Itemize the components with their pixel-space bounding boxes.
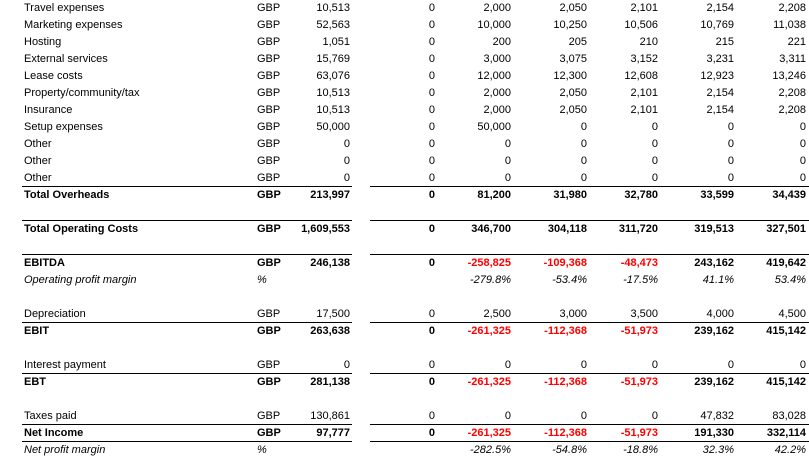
row-unit: GBP: [257, 308, 281, 320]
row-value: 239,162: [694, 376, 734, 388]
row-value: 0: [727, 155, 734, 167]
row-total: 50,000: [316, 121, 350, 133]
row-label: Property/community/tax: [24, 87, 140, 99]
table-row: [0, 119, 809, 136]
row-total: 0: [343, 172, 350, 184]
row-label: Lease costs: [24, 70, 83, 82]
row-value: -282.5%: [470, 444, 511, 456]
row-label: Net Income: [24, 427, 84, 439]
row-value: 2,154: [706, 104, 734, 116]
row-total: 17,500: [316, 308, 350, 320]
row-total: 10,513: [316, 87, 350, 99]
row-unit: GBP: [257, 172, 281, 184]
row-value: -112,368: [544, 376, 587, 388]
row-value: 2,208: [778, 87, 806, 99]
row-value: 0: [428, 53, 435, 65]
row-total: 281,138: [310, 376, 350, 388]
row-value: 2,101: [630, 87, 658, 99]
row-value: 332,114: [766, 427, 806, 439]
row-value: 239,162: [694, 325, 734, 337]
row-value: -261,325: [467, 427, 511, 439]
row-value: 0: [428, 427, 435, 439]
row-value: 2,050: [559, 2, 587, 14]
row-total: 213,997: [310, 189, 350, 201]
row-value: 0: [580, 155, 587, 167]
row-value: 0: [799, 172, 806, 184]
row-value: 2,101: [630, 104, 658, 116]
row-value: 10,000: [477, 19, 511, 31]
row-value: 311,720: [618, 223, 658, 235]
row-label: Depreciation: [24, 308, 86, 320]
row-value: 243,162: [694, 257, 734, 269]
row-total: 0: [343, 138, 350, 150]
row-value: 0: [428, 172, 435, 184]
row-value: 191,330: [694, 427, 734, 439]
row-value: 2,101: [630, 2, 658, 14]
row-total: 52,563: [316, 19, 350, 31]
row-value: 33,599: [700, 189, 734, 201]
row-value: 0: [428, 121, 435, 133]
row-value: 13,246: [772, 70, 806, 82]
row-value: 3,000: [559, 308, 587, 320]
row-value: 0: [651, 121, 658, 133]
row-value: -112,368: [544, 325, 587, 337]
row-value: 0: [428, 70, 435, 82]
row-value: 2,208: [778, 2, 806, 14]
table-row: [0, 136, 809, 153]
row-value: 53.4%: [774, 274, 806, 286]
row-value: -261,325: [467, 376, 511, 388]
table-row: [0, 102, 809, 119]
row-unit: %: [257, 444, 267, 456]
row-value: 83,028: [772, 410, 806, 422]
row-value: 12,608: [624, 70, 658, 82]
table-row: [0, 357, 809, 374]
row-value: 3,231: [706, 53, 734, 65]
row-label: Other: [24, 155, 52, 167]
row-value: 0: [580, 138, 587, 150]
row-value: 41.1%: [702, 274, 734, 286]
row-label: Other: [24, 138, 52, 150]
row-label: Total Operating Costs: [24, 223, 139, 235]
row-unit: GBP: [257, 2, 281, 14]
table-row: [0, 17, 809, 34]
row-value: 2,050: [559, 87, 587, 99]
row-label: Net profit margin: [24, 444, 106, 456]
row-value: 47,832: [700, 410, 734, 422]
table-row: [0, 323, 809, 340]
row-unit: %: [257, 274, 267, 286]
row-value: 42.2%: [774, 444, 806, 456]
table-row: [0, 170, 809, 187]
row-label: EBITDA: [24, 257, 65, 269]
row-total: 246,138: [310, 257, 350, 269]
row-value: 0: [504, 359, 511, 371]
row-value: -51,973: [620, 427, 658, 439]
row-unit: GBP: [257, 410, 281, 422]
row-value: 12,000: [477, 70, 511, 82]
table-row: [0, 221, 809, 238]
row-value: 0: [428, 359, 435, 371]
row-label: Travel expenses: [24, 2, 105, 14]
row-unit: GBP: [257, 257, 281, 269]
row-value: 0: [428, 104, 435, 116]
row-value: 81,200: [477, 189, 511, 201]
row-value: 0: [651, 172, 658, 184]
row-value: 0: [428, 325, 435, 337]
row-total: 15,769: [316, 53, 350, 65]
row-label: Total Overheads: [24, 189, 110, 201]
row-unit: GBP: [257, 70, 281, 82]
row-total: 63,076: [316, 70, 350, 82]
row-value: 0: [651, 155, 658, 167]
row-value: 0: [727, 172, 734, 184]
row-value: 0: [504, 172, 511, 184]
row-label: Marketing expenses: [24, 19, 123, 31]
row-value: 2,154: [706, 2, 734, 14]
row-value: 2,500: [483, 308, 511, 320]
table-row: [0, 255, 809, 272]
row-value: 10,769: [700, 19, 734, 31]
row-value: 0: [580, 121, 587, 133]
row-value: 215: [715, 36, 734, 48]
row-value: 0: [504, 155, 511, 167]
row-total: 1,051: [322, 36, 350, 48]
row-unit: GBP: [257, 359, 281, 371]
row-value: 200: [492, 36, 511, 48]
row-value: 0: [580, 172, 587, 184]
table-row: [0, 425, 809, 442]
row-value: 0: [428, 36, 435, 48]
row-value: -51,973: [620, 376, 658, 388]
row-value: 0: [651, 359, 658, 371]
row-value: 32.3%: [702, 444, 734, 456]
row-total: 0: [343, 155, 350, 167]
row-value: -17.5%: [623, 274, 658, 286]
table-row: [0, 306, 809, 323]
table-row: [0, 34, 809, 51]
table-row: [0, 272, 809, 289]
row-unit: GBP: [257, 138, 281, 150]
row-unit: GBP: [257, 223, 281, 235]
row-label: EBIT: [24, 325, 50, 337]
row-value: 3,152: [630, 53, 658, 65]
row-unit: GBP: [257, 189, 281, 201]
row-value: -109,368: [543, 257, 587, 269]
row-value: -258,825: [467, 257, 511, 269]
row-total: 1,609,553: [301, 223, 350, 235]
table-row: [0, 374, 809, 391]
row-value: 0: [428, 376, 435, 388]
table-row: [0, 153, 809, 170]
row-value: -53.4%: [552, 274, 587, 286]
row-total: 0: [343, 359, 350, 371]
table-row: [0, 408, 809, 425]
row-value: 4,500: [778, 308, 806, 320]
row-value: 12,300: [553, 70, 587, 82]
row-value: 0: [428, 2, 435, 14]
table-row: [0, 0, 809, 17]
row-value: 0: [428, 19, 435, 31]
row-unit: GBP: [257, 121, 281, 133]
row-label: Operating profit margin: [24, 274, 137, 286]
row-value: 304,118: [547, 223, 587, 235]
row-value: 3,500: [630, 308, 658, 320]
row-value: 0: [428, 87, 435, 99]
row-value: 12,923: [700, 70, 734, 82]
row-value: 0: [428, 155, 435, 167]
row-value: 31,980: [553, 189, 587, 201]
row-total: 97,777: [316, 427, 350, 439]
row-total: 10,513: [316, 104, 350, 116]
row-unit: GBP: [257, 376, 281, 388]
row-value: 0: [799, 359, 806, 371]
row-value: 0: [428, 189, 435, 201]
row-value: 0: [727, 359, 734, 371]
row-value: 221: [787, 36, 806, 48]
row-unit: GBP: [257, 104, 281, 116]
row-value: 419,642: [766, 257, 806, 269]
row-unit: GBP: [257, 19, 281, 31]
row-total: 10,513: [316, 2, 350, 14]
row-value: 0: [799, 155, 806, 167]
row-value: 0: [580, 410, 587, 422]
row-value: 319,513: [694, 223, 734, 235]
row-total: 130,861: [310, 410, 350, 422]
row-value: 0: [428, 257, 435, 269]
row-unit: GBP: [257, 53, 281, 65]
row-label: Setup expenses: [24, 121, 103, 133]
row-value: 415,142: [766, 376, 806, 388]
row-value: 205: [568, 36, 587, 48]
table-row: [0, 68, 809, 85]
row-value: 0: [428, 138, 435, 150]
table-row: [0, 442, 809, 459]
row-value: 3,075: [559, 53, 587, 65]
row-value: 327,501: [766, 223, 806, 235]
table-row: [0, 187, 809, 204]
row-value: 0: [651, 138, 658, 150]
row-value: 0: [504, 138, 511, 150]
row-value: 10,250: [553, 19, 587, 31]
row-value: 32,780: [624, 189, 658, 201]
row-total: 263,638: [310, 325, 350, 337]
row-value: 11,038: [773, 19, 806, 31]
row-value: 2,208: [778, 104, 806, 116]
row-value: 0: [727, 121, 734, 133]
row-unit: GBP: [257, 427, 281, 439]
row-value: 50,000: [477, 121, 511, 133]
row-label: External services: [24, 53, 108, 65]
row-value: 0: [428, 410, 435, 422]
table-row: [0, 85, 809, 102]
row-label: Insurance: [24, 104, 73, 116]
row-value: 3,000: [483, 53, 511, 65]
row-value: -279.8%: [470, 274, 511, 286]
row-value: 2,154: [706, 87, 734, 99]
row-label: Other: [24, 172, 52, 184]
row-value: 2,000: [483, 104, 511, 116]
row-value: 34,439: [772, 189, 806, 201]
row-value: 210: [639, 36, 658, 48]
row-value: -261,325: [467, 325, 511, 337]
row-value: 415,142: [766, 325, 806, 337]
row-label: Interest payment: [24, 359, 106, 371]
row-value: 4,000: [706, 308, 734, 320]
row-value: 2,000: [483, 2, 511, 14]
row-value: -54.8%: [552, 444, 587, 456]
row-value: 3,311: [779, 53, 806, 65]
row-value: -51,973: [620, 325, 658, 337]
row-value: 0: [580, 359, 587, 371]
row-value: 0: [504, 410, 511, 422]
row-value: 2,000: [483, 87, 511, 99]
row-value: 0: [799, 138, 806, 150]
row-value: 10,506: [624, 19, 658, 31]
row-unit: GBP: [257, 155, 281, 167]
row-value: 0: [799, 121, 806, 133]
row-value: 0: [651, 410, 658, 422]
row-value: -48,473: [620, 257, 658, 269]
row-label: Hosting: [24, 36, 62, 48]
row-unit: GBP: [257, 36, 281, 48]
row-value: 0: [727, 138, 734, 150]
row-value: -18.8%: [623, 444, 658, 456]
row-value: 346,700: [471, 223, 511, 235]
row-label: Taxes paid: [24, 410, 77, 422]
row-unit: GBP: [257, 87, 281, 99]
row-value: 0: [428, 308, 435, 320]
row-label: EBT: [24, 376, 46, 388]
row-value: 2,050: [559, 104, 587, 116]
table-row: [0, 51, 809, 68]
row-value: -112,368: [544, 427, 587, 439]
row-unit: GBP: [257, 325, 281, 337]
row-value: 0: [428, 223, 435, 235]
